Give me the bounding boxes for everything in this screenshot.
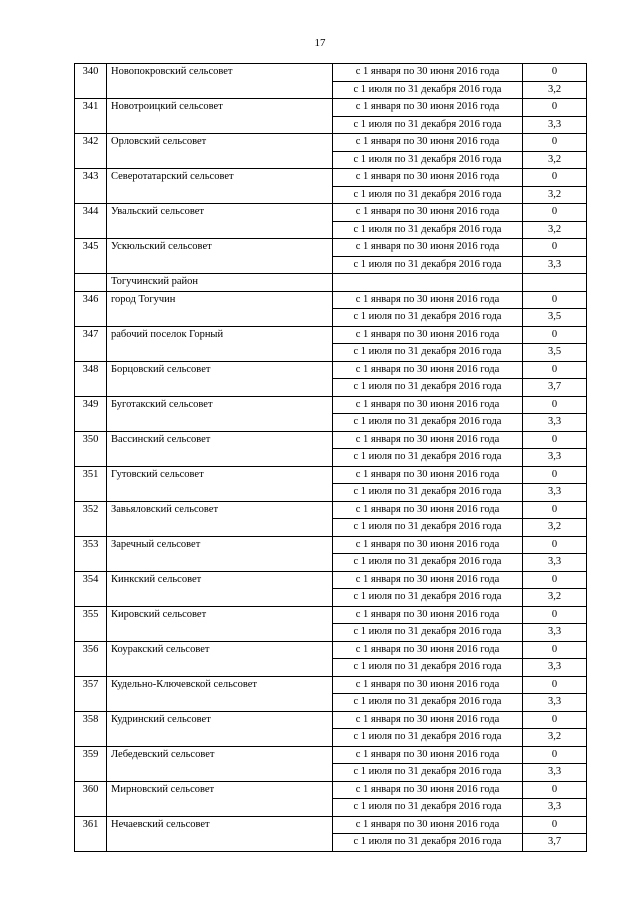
row-number: 346 xyxy=(75,291,107,326)
table-row xyxy=(75,781,587,799)
value-second-half: 3,5 xyxy=(523,344,587,362)
value-first-half: 0 xyxy=(523,134,587,152)
municipality-name: Орловский сельсовет xyxy=(107,134,333,169)
row-number: 357 xyxy=(75,676,107,711)
value-first-half: 0 xyxy=(523,431,587,449)
period-second-half: с 1 июля по 31 декабря 2016 года xyxy=(333,799,523,817)
period-first-half: с 1 января по 30 июня 2016 года xyxy=(333,816,523,834)
row-number: 341 xyxy=(75,99,107,134)
value-first-half: 0 xyxy=(523,99,587,117)
value-second-half: 3,3 xyxy=(523,256,587,274)
municipality-name: Гутовский сельсовет xyxy=(107,466,333,501)
district-value-cell xyxy=(523,274,587,292)
period-second-half: с 1 июля по 31 декабря 2016 года xyxy=(333,589,523,607)
row-number: 359 xyxy=(75,746,107,781)
value-first-half: 0 xyxy=(523,781,587,799)
municipality-name: город Тогучин xyxy=(107,291,333,326)
period-first-half: с 1 января по 30 июня 2016 года xyxy=(333,606,523,624)
value-first-half: 0 xyxy=(523,816,587,834)
period-second-half: с 1 июля по 31 декабря 2016 года xyxy=(333,379,523,397)
row-number: 351 xyxy=(75,466,107,501)
value-second-half: 3,3 xyxy=(523,624,587,642)
period-first-half: с 1 января по 30 июня 2016 года xyxy=(333,536,523,554)
table-row xyxy=(75,326,587,344)
period-first-half: с 1 января по 30 июня 2016 года xyxy=(333,431,523,449)
table-row xyxy=(75,711,587,729)
municipality-name: Новотроицкий сельсовет xyxy=(107,99,333,134)
value-first-half: 0 xyxy=(523,571,587,589)
municipality-name: Кудринский сельсовет xyxy=(107,711,333,746)
value-second-half: 3,3 xyxy=(523,484,587,502)
municipality-name: Заречный сельсовет xyxy=(107,536,333,571)
value-first-half: 0 xyxy=(523,466,587,484)
period-second-half: с 1 июля по 31 декабря 2016 года xyxy=(333,186,523,204)
municipality-name: Нечаевский сельсовет xyxy=(107,816,333,851)
value-second-half: 3,2 xyxy=(523,186,587,204)
value-second-half: 3,3 xyxy=(523,659,587,677)
value-first-half: 0 xyxy=(523,361,587,379)
district-name: Тогучинский район xyxy=(107,274,333,292)
value-second-half: 3,3 xyxy=(523,694,587,712)
row-number: 347 xyxy=(75,326,107,361)
value-second-half: 3,2 xyxy=(523,221,587,239)
row-number: 340 xyxy=(75,64,107,99)
municipality-name: Вассинский сельсовет xyxy=(107,431,333,466)
table-row xyxy=(75,536,587,554)
period-second-half: с 1 июля по 31 декабря 2016 года xyxy=(333,484,523,502)
table-body-lower xyxy=(75,291,587,851)
table-row xyxy=(75,606,587,624)
period-first-half: с 1 января по 30 июня 2016 года xyxy=(333,466,523,484)
table-row xyxy=(75,816,587,834)
period-second-half: с 1 июля по 31 декабря 2016 года xyxy=(333,256,523,274)
municipality-name: Буготакский сельсовет xyxy=(107,396,333,431)
period-second-half: с 1 июля по 31 декабря 2016 года xyxy=(333,151,523,169)
period-first-half: с 1 января по 30 июня 2016 года xyxy=(333,396,523,414)
period-first-half: с 1 января по 30 июня 2016 года xyxy=(333,99,523,117)
row-number: 343 xyxy=(75,169,107,204)
row-number: 353 xyxy=(75,536,107,571)
period-first-half: с 1 января по 30 июня 2016 года xyxy=(333,501,523,519)
district-period-cell xyxy=(333,274,523,292)
value-second-half: 3,3 xyxy=(523,414,587,432)
row-number: 355 xyxy=(75,606,107,641)
municipality-name: Мирновский сельсовет xyxy=(107,781,333,816)
table-row xyxy=(75,571,587,589)
period-second-half: с 1 июля по 31 декабря 2016 года xyxy=(333,834,523,852)
district-row xyxy=(75,274,587,292)
period-second-half: с 1 июля по 31 декабря 2016 года xyxy=(333,554,523,572)
period-second-half: с 1 июля по 31 декабря 2016 года xyxy=(333,81,523,99)
table-row xyxy=(75,134,587,152)
value-first-half: 0 xyxy=(523,396,587,414)
value-second-half: 3,7 xyxy=(523,834,587,852)
period-first-half: с 1 января по 30 июня 2016 года xyxy=(333,571,523,589)
value-first-half: 0 xyxy=(523,501,587,519)
value-second-half: 3,2 xyxy=(523,151,587,169)
period-second-half: с 1 июля по 31 декабря 2016 года xyxy=(333,659,523,677)
period-second-half: с 1 июля по 31 декабря 2016 года xyxy=(333,729,523,747)
period-second-half: с 1 июля по 31 декабря 2016 года xyxy=(333,519,523,537)
row-number: 345 xyxy=(75,239,107,274)
value-first-half: 0 xyxy=(523,606,587,624)
page-number: 17 xyxy=(314,37,326,49)
municipality-name: Ускюльский сельсовет xyxy=(107,239,333,274)
table-row xyxy=(75,204,587,222)
period-first-half: с 1 января по 30 июня 2016 года xyxy=(333,676,523,694)
municipality-name: Кинкский сельсовет xyxy=(107,571,333,606)
row-number: 344 xyxy=(75,204,107,239)
value-first-half: 0 xyxy=(523,746,587,764)
value-second-half: 3,2 xyxy=(523,729,587,747)
value-first-half: 0 xyxy=(523,169,587,187)
value-second-half: 3,3 xyxy=(523,116,587,134)
table-row xyxy=(75,431,587,449)
period-second-half: с 1 июля по 31 декабря 2016 года xyxy=(333,309,523,327)
period-second-half: с 1 июля по 31 декабря 2016 года xyxy=(333,344,523,362)
row-number: 348 xyxy=(75,361,107,396)
district-num-cell xyxy=(75,274,107,292)
period-second-half: с 1 июля по 31 декабря 2016 года xyxy=(333,449,523,467)
row-number: 354 xyxy=(75,571,107,606)
row-number: 349 xyxy=(75,396,107,431)
period-second-half: с 1 июля по 31 декабря 2016 года xyxy=(333,116,523,134)
row-number: 352 xyxy=(75,501,107,536)
value-second-half: 3,3 xyxy=(523,799,587,817)
table-row xyxy=(75,169,587,187)
table-row xyxy=(75,361,587,379)
district-row-group xyxy=(75,274,587,292)
value-second-half: 3,7 xyxy=(523,379,587,397)
period-first-half: с 1 января по 30 июня 2016 года xyxy=(333,781,523,799)
value-first-half: 0 xyxy=(523,641,587,659)
municipality-name: рабочий поселок Горный xyxy=(107,326,333,361)
table-row xyxy=(75,676,587,694)
period-first-half: с 1 января по 30 июня 2016 года xyxy=(333,746,523,764)
value-first-half: 0 xyxy=(523,204,587,222)
value-first-half: 0 xyxy=(523,676,587,694)
municipality-name: Коуракский сельсовет xyxy=(107,641,333,676)
table-row xyxy=(75,746,587,764)
table-row xyxy=(75,239,587,257)
municipality-name: Кудельно-Ключевской сельсовет xyxy=(107,676,333,711)
table-row xyxy=(75,99,587,117)
row-number: 350 xyxy=(75,431,107,466)
period-first-half: с 1 января по 30 июня 2016 года xyxy=(333,291,523,309)
row-number: 361 xyxy=(75,816,107,851)
value-second-half: 3,3 xyxy=(523,554,587,572)
table-row xyxy=(75,396,587,414)
period-first-half: с 1 января по 30 июня 2016 года xyxy=(333,169,523,187)
municipality-name: Северотатарский сельсовет xyxy=(107,169,333,204)
table-row xyxy=(75,291,587,309)
period-second-half: с 1 июля по 31 декабря 2016 года xyxy=(333,764,523,782)
municipality-name: Новопокровский сельсовет xyxy=(107,64,333,99)
value-second-half: 3,2 xyxy=(523,519,587,537)
row-number: 358 xyxy=(75,711,107,746)
period-second-half: с 1 июля по 31 декабря 2016 года xyxy=(333,624,523,642)
value-second-half: 3,2 xyxy=(523,81,587,99)
period-second-half: с 1 июля по 31 декабря 2016 года xyxy=(333,694,523,712)
period-first-half: с 1 января по 30 июня 2016 года xyxy=(333,64,523,82)
row-number: 360 xyxy=(75,781,107,816)
municipality-name: Борцовский сельсовет xyxy=(107,361,333,396)
period-first-half: с 1 января по 30 июня 2016 года xyxy=(333,326,523,344)
value-first-half: 0 xyxy=(523,711,587,729)
municipality-name: Кировский сельсовет xyxy=(107,606,333,641)
period-first-half: с 1 января по 30 июня 2016 года xyxy=(333,641,523,659)
tariff-table xyxy=(74,63,587,852)
value-second-half: 3,2 xyxy=(523,589,587,607)
period-first-half: с 1 января по 30 июня 2016 года xyxy=(333,134,523,152)
period-first-half: с 1 января по 30 июня 2016 года xyxy=(333,204,523,222)
value-first-half: 0 xyxy=(523,326,587,344)
value-first-half: 0 xyxy=(523,64,587,82)
municipality-name: Лебедевский сельсовет xyxy=(107,746,333,781)
value-first-half: 0 xyxy=(523,239,587,257)
value-first-half: 0 xyxy=(523,536,587,554)
row-number: 342 xyxy=(75,134,107,169)
period-first-half: с 1 января по 30 июня 2016 года xyxy=(333,239,523,257)
table-row xyxy=(75,64,587,82)
period-second-half: с 1 июля по 31 декабря 2016 года xyxy=(333,221,523,239)
table-body-upper xyxy=(75,64,587,274)
table-row xyxy=(75,466,587,484)
table-row xyxy=(75,641,587,659)
period-second-half: с 1 июля по 31 декабря 2016 года xyxy=(333,414,523,432)
value-second-half: 3,3 xyxy=(523,764,587,782)
municipality-name: Увальский сельсовет xyxy=(107,204,333,239)
table-row xyxy=(75,501,587,519)
period-first-half: с 1 января по 30 июня 2016 года xyxy=(333,711,523,729)
value-second-half: 3,3 xyxy=(523,449,587,467)
municipality-name: Завьяловский сельсовет xyxy=(107,501,333,536)
value-second-half: 3,5 xyxy=(523,309,587,327)
row-number: 356 xyxy=(75,641,107,676)
period-first-half: с 1 января по 30 июня 2016 года xyxy=(333,361,523,379)
value-first-half: 0 xyxy=(523,291,587,309)
